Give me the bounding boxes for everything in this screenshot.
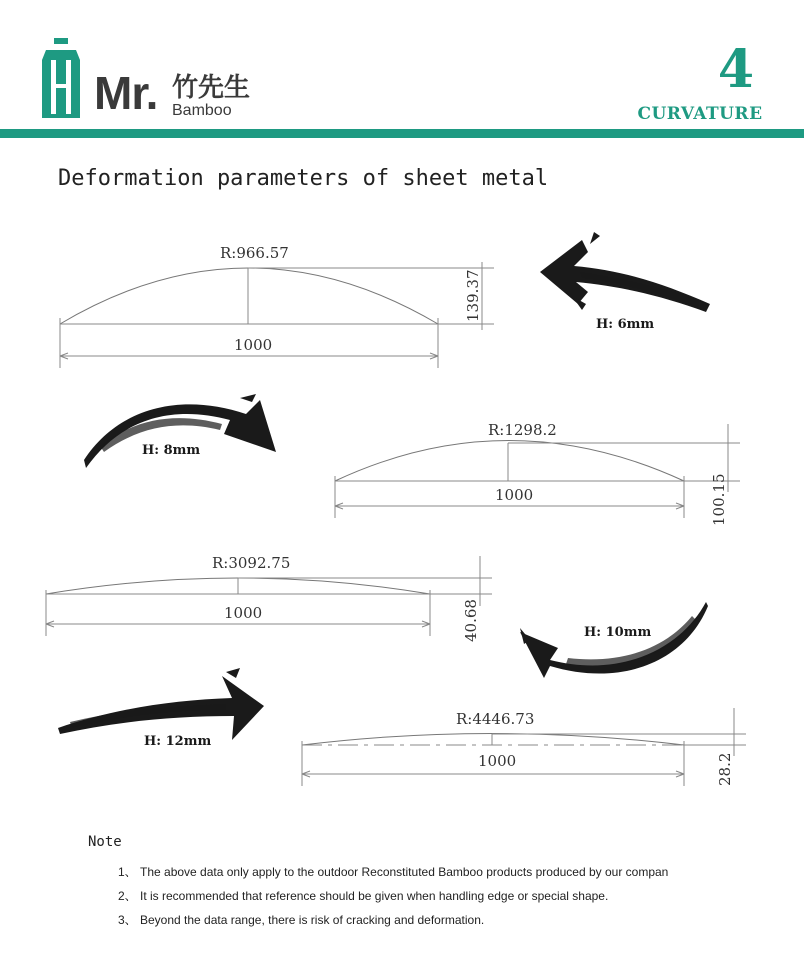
arrow-4-label: H: 12mm xyxy=(144,734,212,749)
arc-1 xyxy=(60,262,494,368)
note-item-3: 3、 Beyond the data range, there is risk of cracking and deformation. xyxy=(118,913,485,927)
brand-mr: Mr. xyxy=(94,67,158,119)
note-item-2: 2、 It is recommended that reference should be given when handling edge or special shape. xyxy=(118,889,609,903)
section-label: CURVATURE xyxy=(637,104,763,124)
arc-3-height-label: 40.68 xyxy=(462,599,480,642)
brush-arrow-left-icon xyxy=(540,232,710,312)
arrow-1-label: H: 6mm xyxy=(596,317,655,332)
notes-title: Note xyxy=(88,834,122,850)
brand-chinese-name: 竹先生 xyxy=(172,73,251,103)
arc-3-radius-label: R:3092.75 xyxy=(212,554,291,572)
arrow-3-label: H: 10mm xyxy=(584,625,652,640)
brush-arrow-curve-left-icon xyxy=(520,602,708,678)
arc-2-radius-label: R:1298.2 xyxy=(488,421,557,439)
arc-4-radius-label: R:4446.73 xyxy=(456,710,535,728)
arc-1-span-label: 1000 xyxy=(234,336,273,354)
arrow-2-label: H: 8mm xyxy=(142,443,201,458)
brand-english-name: Bamboo xyxy=(172,102,232,119)
arc-4-span-label: 1000 xyxy=(478,752,517,770)
arc-3-span-label: 1000 xyxy=(224,604,263,622)
note-item-1: 1、 The above data only apply to the outdoor Reconstituted Bamboo products produced by our compan xyxy=(118,865,669,879)
arc-2-height-label: 100.15 xyxy=(710,473,728,526)
section-number: 4 xyxy=(717,39,755,100)
arc-1-radius-label: R:966.57 xyxy=(220,244,289,262)
notes-section xyxy=(88,834,788,932)
page-title: Deformation parameters of sheet metal xyxy=(58,166,549,191)
arc-4-height-label: 28.2 xyxy=(716,752,734,786)
brush-arrow-right-icon xyxy=(58,668,264,740)
arc-2-span-label: 1000 xyxy=(495,486,534,504)
arc-1-height-label: 139.37 xyxy=(464,269,482,322)
